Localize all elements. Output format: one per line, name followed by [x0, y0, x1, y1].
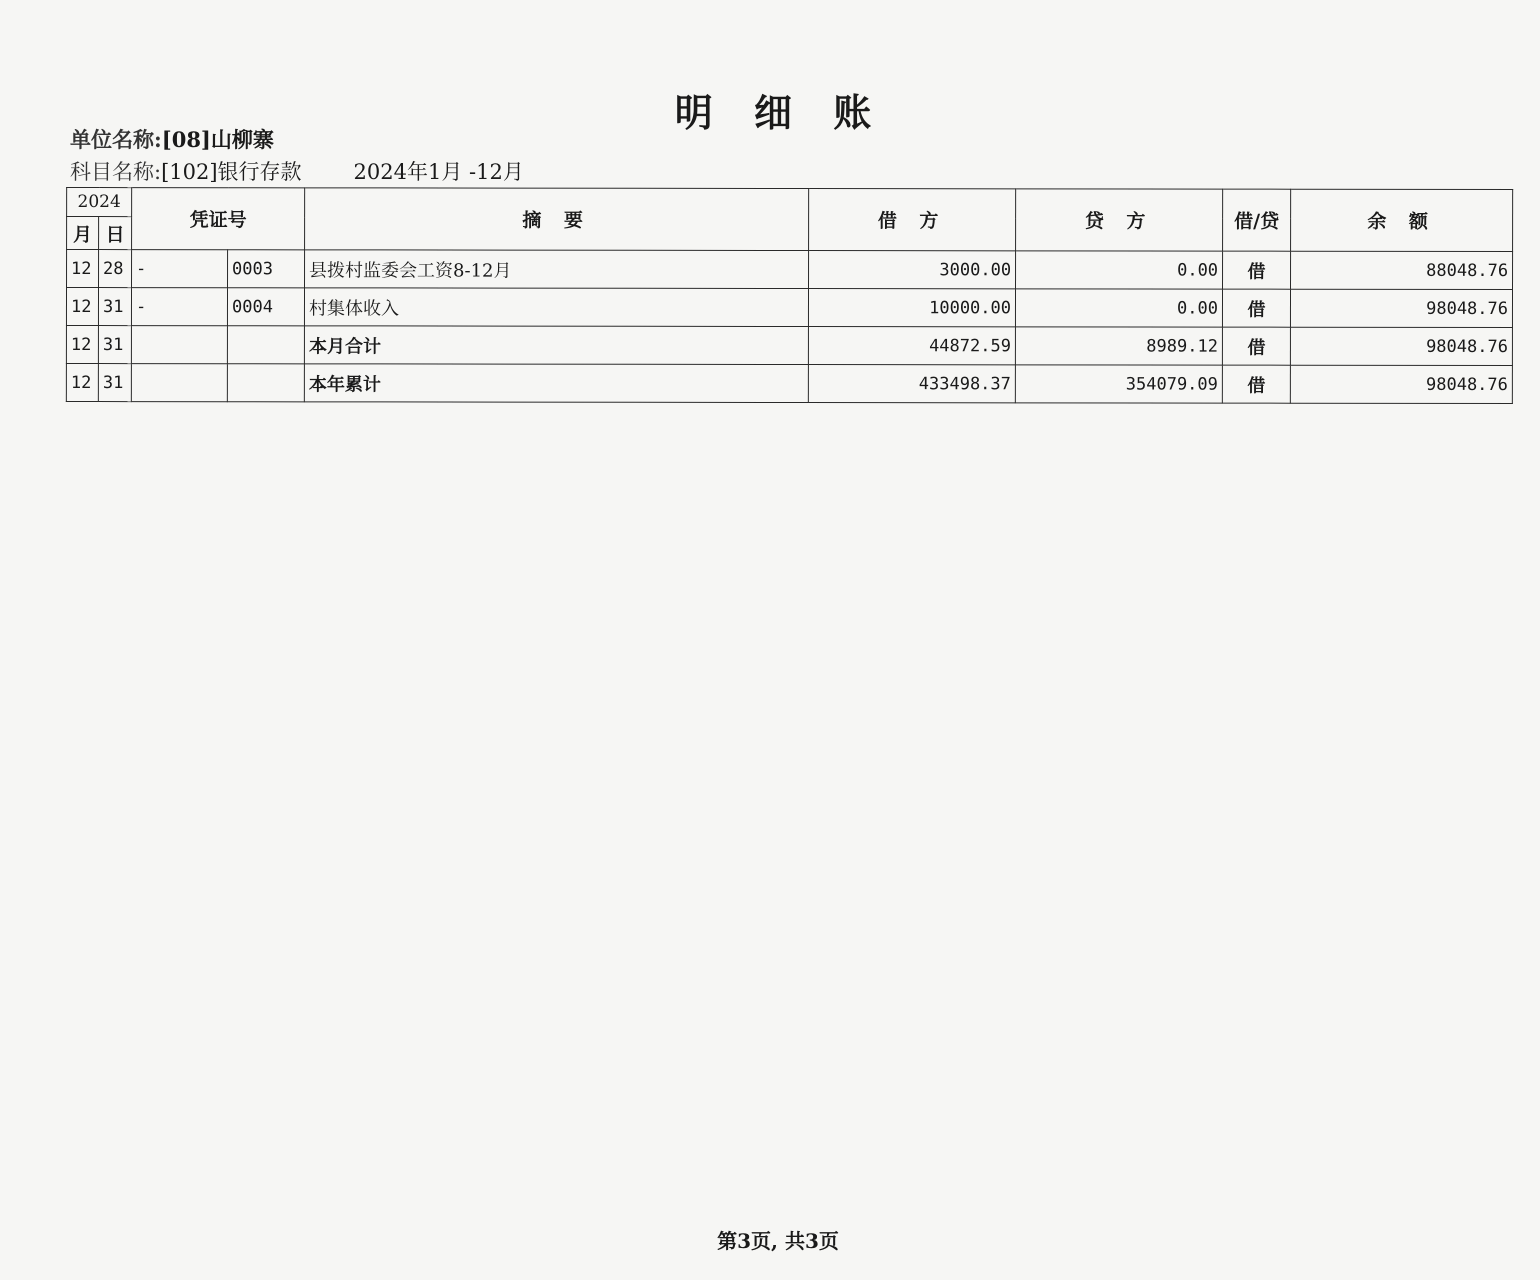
cell-debit: 10000.00 [808, 289, 1015, 327]
cell-voucher-type [131, 364, 227, 402]
header-debit: 借 方 [809, 189, 1016, 251]
cell-day: 31 [98, 288, 131, 326]
cell-voucher-type [131, 326, 227, 364]
cell-direction: 借 [1222, 289, 1290, 327]
table-row-month-total [66, 325, 1512, 365]
cell-summary: 县拨村监委会工资8-12月 [305, 250, 809, 289]
cell-day: 31 [98, 326, 131, 364]
cell-summary: 本月合计 [304, 326, 808, 365]
subject-name [70, 156, 524, 186]
cell-day: 28 [99, 250, 132, 288]
table-row [67, 249, 1513, 289]
subject-name-value: [102]银行存款 [161, 160, 302, 184]
table-row [66, 287, 1512, 327]
header-balance: 余 额 [1291, 189, 1513, 251]
cell-voucher-number: 0004 [227, 288, 304, 326]
header-direction: 借/贷 [1223, 189, 1291, 251]
cell-credit: 0.00 [1015, 289, 1222, 327]
cell-balance: 98048.76 [1290, 289, 1512, 327]
cell-debit: 3000.00 [809, 251, 1016, 289]
cell-credit: 8989.12 [1015, 327, 1222, 365]
header-credit: 贷 方 [1016, 189, 1223, 251]
header-year: 2024 [67, 187, 132, 216]
cell-debit: 433498.37 [808, 365, 1015, 403]
cell-credit: 0.00 [1016, 251, 1223, 289]
unit-name-value: [08]山柳寨 [161, 127, 274, 152]
cell-voucher-type: - [131, 288, 227, 326]
cell-voucher-number [227, 326, 304, 364]
cell-direction: 借 [1222, 365, 1290, 403]
cell-balance: 88048.76 [1291, 251, 1513, 289]
unit-name [70, 124, 274, 154]
unit-name-label: 单位名称: [70, 127, 162, 152]
cell-voucher-number [227, 364, 304, 402]
page-number: 第3页, 共3页 [717, 1229, 839, 1253]
table-row-year-total [66, 363, 1512, 403]
cell-day: 31 [98, 364, 131, 402]
cell-voucher-type: - [132, 250, 228, 288]
cell-balance: 98048.76 [1290, 365, 1512, 403]
page-title: 明 细 账 [674, 90, 886, 135]
ledger-table [66, 187, 1513, 404]
cell-summary: 本年累计 [304, 364, 808, 403]
header-day: 日 [99, 217, 132, 250]
cell-credit: 354079.09 [1015, 365, 1222, 403]
cell-month: 12 [66, 287, 98, 325]
cell-month: 12 [66, 325, 98, 363]
cell-direction: 借 [1222, 327, 1290, 365]
subject-name-label: 科目名称: [70, 160, 162, 184]
header-summary: 摘 要 [305, 188, 809, 251]
cell-balance: 98048.76 [1290, 327, 1512, 365]
header-month: 月 [67, 216, 99, 249]
period: 2024年1月 -12月 [353, 160, 524, 184]
cell-summary: 村集体收入 [304, 288, 808, 327]
cell-direction: 借 [1223, 251, 1291, 289]
cell-month: 12 [66, 363, 98, 401]
cell-debit: 44872.59 [808, 327, 1015, 365]
cell-voucher-number: 0003 [228, 250, 305, 288]
cell-month: 12 [67, 249, 99, 287]
header-voucher: 凭证号 [132, 188, 305, 250]
